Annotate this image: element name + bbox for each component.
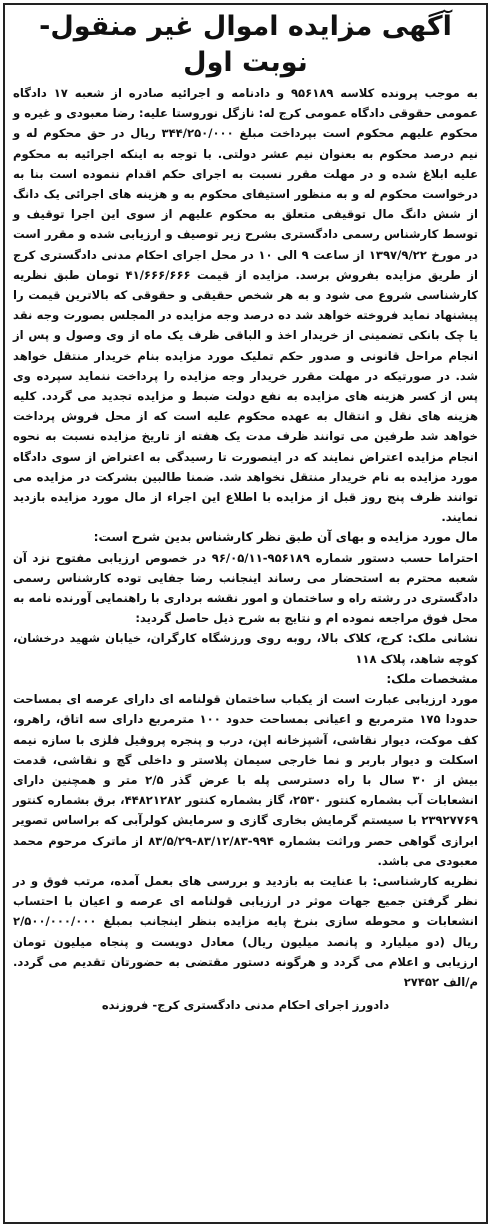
specs-paragraph: مورد ارزیابی عبارت است از یکباب ساختمان قولنامه ای دارای عرصه ای بمساحت حدودا ۱۷۵ مترمربع و اعیانی بمساحت حدود ۱۰۰ مترمربع دارای سه اتاق، راهرو، کف موکت، دیوار نقاشی، آشپزخانه اپن، درب و پنجره پروفیل فلزی با سازه نیمه اسکلت و دیوار باربر و نما خارجی سیمان پلاستر و داخلی گچ و نقاشی، قدمت بیش از ۳۰ سال با راه دسترسی پله با عرض گذر ۲/۵ متر و همچنین دارای انشعابات آب بشماره کنتور ۲۵۳۰، گاز بشماره کنتور ۴۴۸۲۱۲۸۲، برق بشماره کنتور ۲۳۹۲۷۷۶۹ با سیستم گرمایش بخاری گازی و سرمایش کولرآبی که براساس تصویر ابرازی گواهی حصر وراثت بشماره ۹۹۴-۸۳/۱۲/۸۳-۸۳/۵/۲۹ از ماترک مرحوم محمد معبودی می باشد. — [13, 692, 478, 868]
address-paragraph: نشانی ملک: کرج، کلاک بالا، روبه روی ورزشگاه کارگران، خیابان شهید درخشان، کوچه شاهد، پلاک ۱۱۸ — [13, 631, 478, 666]
property-heading: مال مورد مزایده و بهای آن طبق نظر کارشناس بدین شرح است: — [93, 530, 478, 545]
expert-paragraph: احتراما حسب دستور شماره ۹۵۶۱۸۹-۹۶/۰۵/۱۱ در خصوص ارزیابی مفتوح نزد آن شعبه محترم به استحضار می رساند اینجانب رضا جفایی توده کارشناس رسمی دادگستری در رشته راه و ساختمان و امور نقشه برداری با راهنمایی آورنده نامه به محل فوق مراجعه نموده ام و نتایج به شرح ذیل حاصل گردید: — [13, 550, 478, 626]
specs-heading: مشخصات ملک: — [386, 671, 478, 686]
auction-notice — [3, 3, 488, 1224]
notice-title: آگهی مزایده اموال غیر منقول- نوبت اول — [39, 11, 452, 78]
signature-line: دادورز اجرای احکام مدنی دادگستری کرج- فروزنده — [101, 998, 390, 1013]
notice-main-paragraph: به موجب پرونده کلاسه ۹۵۶۱۸۹ و دادنامه و اجرائیه صادره از شعبه ۱۷ دادگاه عمومی حقوقی دادگاه عمومی کرج له: نازگل نوروستا علیه: رضا معبودی و غیره و محکوم علیهم محکوم است بپرداخت مبلغ ۳۴۴/۲۵۰/۰۰۰ ریال در حق محکوم له و نیم درصد محکوم به بعنوان نیم عشر دولتی. با توجه به اینکه اجرائیه به محکوم علیه ابلاغ شده و در مهلت مقرر نسبت به اجرای حکم اقدام ننموده است بنا به درخواست محکوم له و به منظور استیفای محکوم به و هزینه های اجرائی یک دانگ از شش دانگ مال توقیفی متعلق به محکوم علیهم از سوی این اجرا توقیف و توسط کارشناس رسمی دادگستری بشرح زیر توصیف و ارزیابی شده و مقرر است در مورخ ۱۳۹۷/۹/۲۲ از ساعت ۹ الی ۱۰ در محل اجرای احکام مدنی دادگستری کرج از طریق مزایده بفروش برسد. مزایده از قیمت ۴۱/۶۶۶/۶۶۶ تومان طبق نظریه کارشناسی شروع می شود و به هر شخص حقیقی و حقوقی که بالاترین قیمت را پیشنهاد نماید فروخته خواهد شد ده درصد وجه مزایده در المجلس بصورت وجه نقد یا چک بانکی تضمینی از خریدار اخذ و الباقی ظرف یک ماه از وی وصول و پس از انجام مراحل قانونی و صدور حکم تملیک مورد مزایده بنام خریدار منتقل خواهد شد. در صورتیکه در مهلت مقرر خریدار وجه مزایده را پرداخت ننماید سپرده وی پس از کسر هزینه های مزایده به نفع دولت ضبط و مزایده تجدید می گردد. کلیه هزینه های نقل و انتقال به عهده محکوم علیه است که از محل فروش پرداخت خواهد شد طرفین می توانند ظرف مدت یک هفته از تاریخ مزایده نسبت به نحوه انجام مزایده اعتراض نمایند که در اینصورت تا رسیدگی به اعتراض از سوی دادگاه مورد مزایده به نام خریدار منتقل نخواهد شد. ضمنا طالبین بشرکت در مزایده می توانند ظرف پنج روز قبل از مزایده با اطلاع این اجراء از مال مورد مزایده بازدید نمایند. — [13, 86, 478, 525]
opinion-paragraph: نظریه کارشناسی: با عنایت به بازدید و بررسی های بعمل آمده، مرتب فوق و در نظر گرفتن جمیع جهات موثر در ارزیابی قولنامه ای عرصه و اعیان با احتساب انشعابات و محوطه سازی بنرخ پایه مزایده بنظر اینجانب بمبلغ ۲/۵۰۰/۰۰۰/۰۰۰ ریال (دو میلیارد و پانصد میلیون ریال) معادل دویست و پنجاه میلیون تومان ارزیابی و اعلام می گردد و هرگونه دستور مقتضی به حضورتان تقدیم می گردد. م/الف ۲۷۴۵۲ — [13, 873, 478, 989]
